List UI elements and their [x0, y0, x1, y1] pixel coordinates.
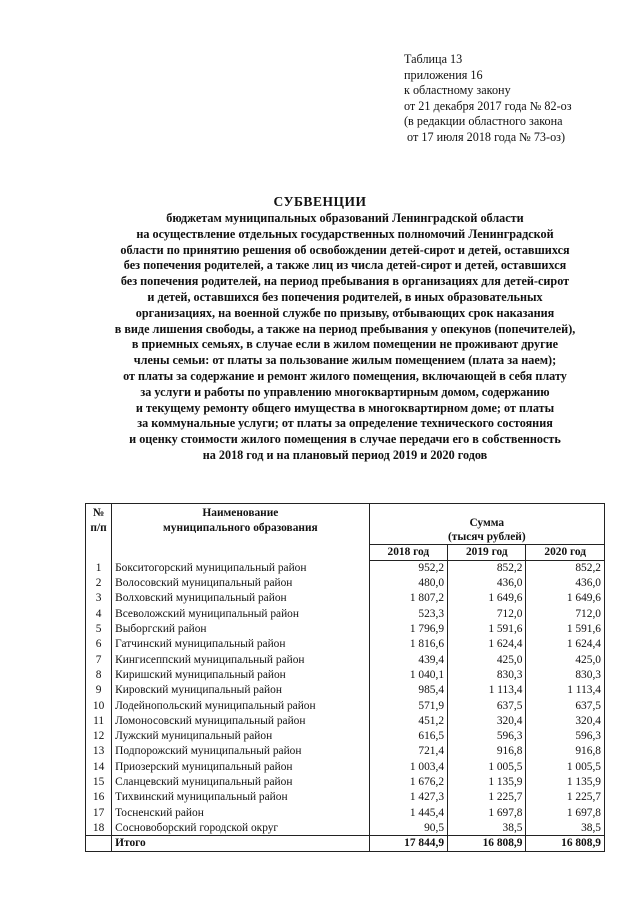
row-value-2018: 1 427,3 [369, 790, 447, 805]
subtitle-line: организациях, на военной службе по призыву, отбывающих срок наказания [135, 305, 555, 320]
column-header-number-line2: п/п [90, 521, 107, 534]
column-header-number-line1: № [92, 507, 105, 519]
row-value-2018: 90,5 [369, 821, 447, 836]
reference-line: от 21 декабря 2017 года № 82-оз [404, 98, 572, 113]
row-municipality-name: Сланцевский муниципальный район [112, 775, 369, 790]
row-value-2020: 425,0 [526, 652, 605, 667]
row-value-2020: 1 135,9 [526, 775, 605, 790]
row-value-2018: 571,9 [369, 698, 447, 713]
table-row [86, 713, 605, 728]
row-municipality-name: Тосненский район [112, 805, 369, 820]
table-row [86, 561, 605, 576]
row-number: 6 [86, 637, 112, 652]
row-municipality-name: Выборгский район [112, 622, 369, 637]
row-value-2020: 712,0 [526, 606, 605, 621]
total-row [86, 836, 605, 852]
reference-line: Таблица 13 [404, 52, 463, 66]
row-number: 12 [86, 729, 112, 744]
row-number: 4 [86, 606, 112, 621]
column-header-municipality-line2: муниципального образования [163, 521, 318, 534]
row-value-2019: 1 135,9 [448, 775, 526, 790]
reference-line: приложения 16 [404, 67, 483, 82]
subtitle-line: на 2018 год и на плановый период 2019 и 2020 годов [202, 447, 488, 462]
table-reference-block [404, 52, 634, 146]
row-value-2018: 721,4 [369, 744, 447, 759]
table-row [86, 637, 605, 652]
row-value-2020: 1 697,8 [526, 805, 605, 820]
table-row [86, 683, 605, 698]
column-header-sum-line2: (тысяч рублей) [447, 531, 526, 543]
row-value-2018: 1 676,2 [369, 775, 447, 790]
total-value-2020: 16 808,9 [526, 836, 605, 852]
row-municipality-name: Лодейнопольский муниципальный район [112, 698, 369, 713]
row-value-2020: 596,3 [526, 729, 605, 744]
subtitle-line: и детей, оставшихся без попечения родителей, в иных образовательных [147, 289, 543, 304]
subtitle-line: члены семьи: от платы за пользование жилым помещением (плата за наем); [133, 353, 557, 368]
reference-line: от 17 июля 2018 года № 73-оз) [404, 129, 566, 144]
row-number: 14 [86, 759, 112, 774]
row-number: 10 [86, 698, 112, 713]
column-header-sum-line1: Сумма [469, 517, 505, 529]
row-municipality-name: Гатчинский муниципальный район [112, 637, 369, 652]
row-value-2020: 38,5 [526, 821, 605, 836]
row-value-2019: 712,0 [448, 606, 526, 621]
total-label: Итого [112, 836, 369, 852]
table-row [86, 698, 605, 713]
table-row [86, 652, 605, 667]
subtitle-line: и оценку стоимости жилого помещения в случае передачи его в собственность [129, 432, 561, 447]
subtitle-line: в виде лишения свободы, а также на период пребывания у опекунов (попечителей), [114, 321, 576, 336]
total-value-2019: 16 808,9 [448, 836, 526, 852]
row-value-2019: 916,8 [448, 744, 526, 759]
subtitle-line: бюджетам муниципальных образований Ленинградской области [166, 211, 524, 225]
row-number: 17 [86, 805, 112, 820]
table-body [86, 561, 605, 852]
row-municipality-name: Ломоносовский муниципальный район [112, 713, 369, 728]
row-number: 7 [86, 652, 112, 667]
table-row [86, 775, 605, 790]
row-value-2019: 637,5 [448, 698, 526, 713]
row-number: 9 [86, 683, 112, 698]
table-row [86, 606, 605, 621]
row-value-2020: 1 225,7 [526, 790, 605, 805]
table-row [86, 729, 605, 744]
row-value-2020: 320,4 [526, 713, 605, 728]
row-municipality-name: Подпорожский муниципальный район [112, 744, 369, 759]
subtitle-line: за коммунальные услуги; от платы за определение технического состояния [137, 416, 553, 431]
column-header-year-2018: 2018 год [369, 545, 447, 561]
row-value-2019: 1 697,8 [448, 805, 526, 820]
subtitle-line: от платы за содержание и ремонт жилого помещения, включающей в себя плату [123, 368, 567, 383]
row-municipality-name: Тихвинский муниципальный район [112, 790, 369, 805]
row-number: 1 [86, 561, 112, 576]
row-value-2020: 916,8 [526, 744, 605, 759]
row-value-2018: 952,2 [369, 561, 447, 576]
row-municipality-name: Киришский муниципальный район [112, 668, 369, 683]
subtitle-line: без попечения родителей, на период пребывания в организациях для детей-сирот [120, 274, 570, 289]
column-header-sum [369, 504, 604, 545]
reference-line: к областному закону [404, 83, 511, 98]
row-number: 2 [86, 576, 112, 591]
column-header-number [86, 504, 112, 561]
row-number: 5 [86, 622, 112, 637]
row-municipality-name: Приозерский муниципальный район [112, 759, 369, 774]
row-value-2020: 830,3 [526, 668, 605, 683]
table-row [86, 821, 605, 836]
row-number: 11 [86, 713, 112, 728]
row-value-2020: 1 624,4 [526, 637, 605, 652]
reference-line: (в редакции областного закона [404, 114, 563, 129]
row-value-2019: 1 225,7 [448, 790, 526, 805]
row-value-2020: 436,0 [526, 576, 605, 591]
row-value-2018: 1 445,4 [369, 805, 447, 820]
row-municipality-name: Всеволожский муниципальный район [112, 606, 369, 621]
row-number: 15 [86, 775, 112, 790]
row-value-2018: 523,3 [369, 606, 447, 621]
row-value-2019: 38,5 [448, 821, 526, 836]
row-value-2018: 480,0 [369, 576, 447, 591]
table-row [86, 790, 605, 805]
table-row [86, 668, 605, 683]
subtitle-line: без попечения родителей, а также лиц из числа детей-сирот и детей, оставшихся [123, 258, 567, 273]
row-value-2020: 1 113,4 [526, 683, 605, 698]
total-value-2018: 17 844,9 [369, 836, 447, 852]
table-row [86, 576, 605, 591]
column-header-year-2019: 2019 год [448, 545, 526, 561]
subtitle-line: на осуществление отдельных государственных полномочий Ленинградской [136, 226, 554, 241]
row-value-2019: 830,3 [448, 668, 526, 683]
row-value-2018: 439,4 [369, 652, 447, 667]
row-value-2018: 451,2 [369, 713, 447, 728]
row-municipality-name: Сосновоборский городской округ [112, 821, 369, 836]
row-value-2018: 985,4 [369, 683, 447, 698]
row-municipality-name: Лужский муниципальный район [112, 729, 369, 744]
row-value-2020: 1 649,6 [526, 591, 605, 606]
document-subtitle [80, 211, 610, 464]
row-municipality-name: Кингисеппский муниципальный район [112, 652, 369, 667]
row-value-2020: 852,2 [526, 561, 605, 576]
row-value-2019: 436,0 [448, 576, 526, 591]
column-header-year-2020: 2020 год [526, 545, 605, 561]
row-value-2020: 1 005,5 [526, 759, 605, 774]
total-number-cell [86, 836, 112, 852]
row-value-2019: 852,2 [448, 561, 526, 576]
row-value-2018: 1 796,9 [369, 622, 447, 637]
row-value-2019: 425,0 [448, 652, 526, 667]
row-value-2019: 1 649,6 [448, 591, 526, 606]
row-value-2018: 616,5 [369, 729, 447, 744]
row-value-2019: 1 113,4 [448, 683, 526, 698]
row-value-2018: 1 816,6 [369, 637, 447, 652]
row-value-2019: 1 005,5 [448, 759, 526, 774]
column-header-municipality [112, 504, 369, 561]
row-municipality-name: Волховский муниципальный район [112, 591, 369, 606]
row-value-2018: 1 003,4 [369, 759, 447, 774]
row-municipality-name: Волосовский муниципальный район [112, 576, 369, 591]
subtitle-line: за услуги и работы по управлению многоквартирным домом, содержанию [140, 384, 550, 399]
row-municipality-name: Кировский муниципальный район [112, 683, 369, 698]
row-municipality-name: Бокситогорский муниципальный район [112, 561, 369, 576]
table-row [86, 759, 605, 774]
table-row [86, 622, 605, 637]
row-number: 18 [86, 821, 112, 836]
table-row [86, 744, 605, 759]
subtitle-line: и текущему ремонту общего имущества в многоквартирном доме; от платы [135, 400, 555, 415]
subtitle-line: области по принятию решения об освобождении детей-сирот и детей, оставшихся [120, 242, 570, 257]
row-value-2019: 1 591,6 [448, 622, 526, 637]
subtitle-line: в приемных семьях, в случае если в жилом помещении не проживают другие [131, 337, 559, 352]
document-title: СУБВЕНЦИИ [273, 194, 367, 209]
table-row [86, 805, 605, 820]
row-value-2019: 1 624,4 [448, 637, 526, 652]
table-row [86, 591, 605, 606]
column-header-municipality-line1: Наименование [202, 507, 279, 519]
subventions-table [85, 503, 605, 852]
row-number: 3 [86, 591, 112, 606]
row-value-2020: 1 591,6 [526, 622, 605, 637]
row-number: 13 [86, 744, 112, 759]
row-value-2019: 320,4 [448, 713, 526, 728]
row-value-2019: 596,3 [448, 729, 526, 744]
row-value-2020: 637,5 [526, 698, 605, 713]
row-number: 8 [86, 668, 112, 683]
row-number: 16 [86, 790, 112, 805]
row-value-2018: 1 807,2 [369, 591, 447, 606]
row-value-2018: 1 040,1 [369, 668, 447, 683]
